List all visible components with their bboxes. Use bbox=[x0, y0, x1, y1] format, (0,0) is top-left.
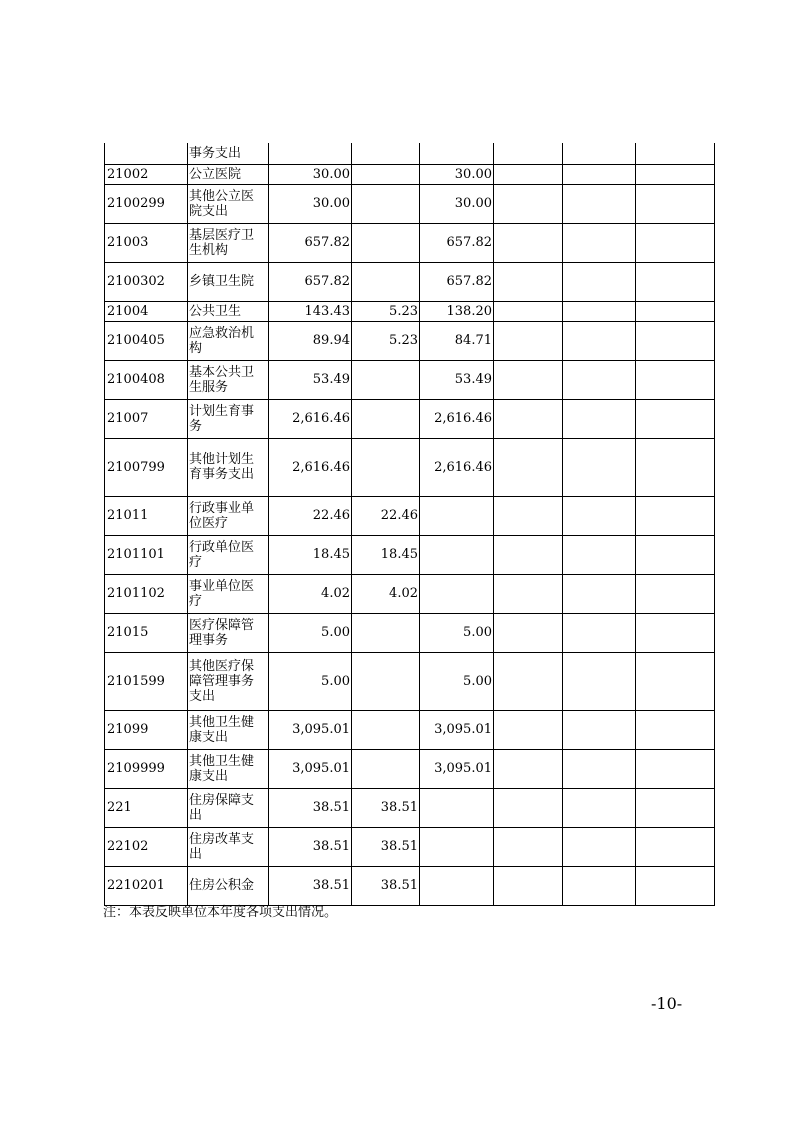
cell-subject-name: 其他公立医院支出 bbox=[188, 184, 269, 223]
cell-project-expenditure: 5.00 bbox=[420, 652, 494, 710]
cell-subject-name: 公立医院 bbox=[188, 164, 269, 184]
cell-empty bbox=[563, 438, 636, 496]
cell-code: 2101102 bbox=[105, 574, 188, 613]
cell-project-expenditure bbox=[420, 827, 494, 866]
table-row bbox=[105, 710, 715, 749]
cell-basic-expenditure bbox=[352, 143, 420, 164]
cell-subject-name: 其他医疗保障管理事务支出 bbox=[188, 652, 269, 710]
cell-empty bbox=[636, 749, 715, 788]
cell-basic-expenditure bbox=[352, 262, 420, 301]
table-row bbox=[105, 321, 715, 360]
table-row bbox=[105, 143, 715, 164]
cell-empty bbox=[636, 184, 715, 223]
page-number: -10- bbox=[651, 994, 683, 1013]
expenditure-table bbox=[104, 143, 715, 906]
cell-empty bbox=[563, 184, 636, 223]
cell-project-expenditure: 3,095.01 bbox=[420, 749, 494, 788]
cell-empty bbox=[563, 399, 636, 438]
cell-empty bbox=[494, 301, 563, 321]
cell-basic-expenditure bbox=[352, 360, 420, 399]
cell-code: 22102 bbox=[105, 827, 188, 866]
cell-empty bbox=[494, 143, 563, 164]
cell-basic-expenditure: 38.51 bbox=[352, 827, 420, 866]
cell-empty bbox=[636, 496, 715, 535]
cell-total: 143.43 bbox=[269, 301, 352, 321]
cell-code: 2100799 bbox=[105, 438, 188, 496]
cell-basic-expenditure bbox=[352, 399, 420, 438]
table-row bbox=[105, 399, 715, 438]
cell-total: 18.45 bbox=[269, 535, 352, 574]
cell-empty bbox=[563, 652, 636, 710]
cell-subject-name: 事业单位医疗 bbox=[188, 574, 269, 613]
table-row bbox=[105, 652, 715, 710]
table-row bbox=[105, 613, 715, 652]
cell-subject-name: 乡镇卫生院 bbox=[188, 262, 269, 301]
cell-project-expenditure bbox=[420, 143, 494, 164]
table-row bbox=[105, 164, 715, 184]
cell-empty bbox=[494, 652, 563, 710]
cell-empty bbox=[494, 710, 563, 749]
cell-empty bbox=[563, 827, 636, 866]
table-row bbox=[105, 262, 715, 301]
cell-basic-expenditure: 38.51 bbox=[352, 788, 420, 827]
cell-subject-name: 其他卫生健康支出 bbox=[188, 710, 269, 749]
cell-code: 2100299 bbox=[105, 184, 188, 223]
cell-empty bbox=[636, 438, 715, 496]
table-body bbox=[105, 143, 715, 905]
cell-total: 30.00 bbox=[269, 184, 352, 223]
cell-empty bbox=[494, 399, 563, 438]
cell-total: 22.46 bbox=[269, 496, 352, 535]
cell-project-expenditure: 84.71 bbox=[420, 321, 494, 360]
cell-basic-expenditure: 5.23 bbox=[352, 321, 420, 360]
cell-empty bbox=[636, 788, 715, 827]
cell-total: 3,095.01 bbox=[269, 710, 352, 749]
cell-project-expenditure: 5.00 bbox=[420, 613, 494, 652]
cell-empty bbox=[494, 788, 563, 827]
cell-empty bbox=[563, 301, 636, 321]
cell-project-expenditure: 2,616.46 bbox=[420, 399, 494, 438]
table-row bbox=[105, 827, 715, 866]
table-row bbox=[105, 788, 715, 827]
cell-empty bbox=[494, 184, 563, 223]
cell-empty bbox=[636, 164, 715, 184]
cell-empty bbox=[494, 866, 563, 905]
cell-empty bbox=[563, 574, 636, 613]
cell-project-expenditure bbox=[420, 788, 494, 827]
cell-subject-name: 事务支出 bbox=[188, 143, 269, 164]
table-row bbox=[105, 749, 715, 788]
table-row bbox=[105, 438, 715, 496]
cell-code: 21099 bbox=[105, 710, 188, 749]
cell-empty bbox=[563, 866, 636, 905]
cell-basic-expenditure bbox=[352, 184, 420, 223]
cell-basic-expenditure bbox=[352, 164, 420, 184]
cell-project-expenditure: 30.00 bbox=[420, 184, 494, 223]
cell-project-expenditure: 657.82 bbox=[420, 262, 494, 301]
cell-subject-name: 行政单位医疗 bbox=[188, 535, 269, 574]
cell-total: 657.82 bbox=[269, 223, 352, 262]
cell-project-expenditure: 657.82 bbox=[420, 223, 494, 262]
table-row bbox=[105, 574, 715, 613]
cell-empty bbox=[563, 360, 636, 399]
cell-empty bbox=[494, 438, 563, 496]
cell-empty bbox=[494, 827, 563, 866]
cell-project-expenditure: 3,095.01 bbox=[420, 710, 494, 749]
cell-code: 21015 bbox=[105, 613, 188, 652]
table-row bbox=[105, 535, 715, 574]
cell-empty bbox=[563, 710, 636, 749]
cell-basic-expenditure: 22.46 bbox=[352, 496, 420, 535]
cell-empty bbox=[494, 496, 563, 535]
cell-empty bbox=[563, 262, 636, 301]
cell-basic-expenditure bbox=[352, 749, 420, 788]
cell-basic-expenditure: 38.51 bbox=[352, 866, 420, 905]
cell-empty bbox=[636, 301, 715, 321]
cell-subject-name: 应急救治机构 bbox=[188, 321, 269, 360]
cell-total: 5.00 bbox=[269, 652, 352, 710]
cell-basic-expenditure: 5.23 bbox=[352, 301, 420, 321]
cell-empty bbox=[494, 223, 563, 262]
cell-empty bbox=[494, 535, 563, 574]
cell-subject-name: 基本公共卫生服务 bbox=[188, 360, 269, 399]
cell-project-expenditure bbox=[420, 574, 494, 613]
cell-basic-expenditure bbox=[352, 223, 420, 262]
cell-empty bbox=[636, 262, 715, 301]
cell-project-expenditure bbox=[420, 866, 494, 905]
cell-total: 2,616.46 bbox=[269, 399, 352, 438]
cell-project-expenditure: 2,616.46 bbox=[420, 438, 494, 496]
cell-subject-name: 基层医疗卫生机构 bbox=[188, 223, 269, 262]
cell-project-expenditure bbox=[420, 535, 494, 574]
cell-total: 657.82 bbox=[269, 262, 352, 301]
cell-empty bbox=[494, 749, 563, 788]
cell-empty bbox=[494, 321, 563, 360]
cell-empty bbox=[494, 262, 563, 301]
cell-empty bbox=[636, 143, 715, 164]
cell-empty bbox=[636, 321, 715, 360]
table-row bbox=[105, 866, 715, 905]
cell-empty bbox=[636, 866, 715, 905]
cell-empty bbox=[636, 360, 715, 399]
cell-code: 2210201 bbox=[105, 866, 188, 905]
cell-empty bbox=[563, 535, 636, 574]
cell-code: 21002 bbox=[105, 164, 188, 184]
cell-empty bbox=[636, 223, 715, 262]
cell-empty bbox=[636, 535, 715, 574]
cell-total bbox=[269, 143, 352, 164]
cell-project-expenditure bbox=[420, 496, 494, 535]
cell-subject-name: 住房保障支出 bbox=[188, 788, 269, 827]
cell-empty bbox=[636, 710, 715, 749]
cell-basic-expenditure: 4.02 bbox=[352, 574, 420, 613]
table-row bbox=[105, 360, 715, 399]
cell-code: 21003 bbox=[105, 223, 188, 262]
cell-total: 38.51 bbox=[269, 866, 352, 905]
cell-subject-name: 计划生育事务 bbox=[188, 399, 269, 438]
cell-subject-name: 其他卫生健康支出 bbox=[188, 749, 269, 788]
cell-empty bbox=[636, 574, 715, 613]
cell-code: 2101599 bbox=[105, 652, 188, 710]
cell-code: 221 bbox=[105, 788, 188, 827]
cell-basic-expenditure: 18.45 bbox=[352, 535, 420, 574]
cell-subject-name: 行政事业单位医疗 bbox=[188, 496, 269, 535]
table-row bbox=[105, 184, 715, 223]
cell-code: 2100405 bbox=[105, 321, 188, 360]
cell-empty bbox=[563, 321, 636, 360]
cell-empty bbox=[563, 613, 636, 652]
cell-empty bbox=[494, 613, 563, 652]
cell-code: 21004 bbox=[105, 301, 188, 321]
cell-code: 2100302 bbox=[105, 262, 188, 301]
table-row bbox=[105, 301, 715, 321]
cell-empty bbox=[636, 652, 715, 710]
cell-code: 2109999 bbox=[105, 749, 188, 788]
cell-project-expenditure: 30.00 bbox=[420, 164, 494, 184]
cell-project-expenditure: 53.49 bbox=[420, 360, 494, 399]
cell-total: 38.51 bbox=[269, 827, 352, 866]
cell-empty bbox=[563, 164, 636, 184]
cell-total: 30.00 bbox=[269, 164, 352, 184]
cell-empty bbox=[636, 399, 715, 438]
cell-empty bbox=[563, 143, 636, 164]
table-footnote: 注：本表反映单位本年度各项支出情况。 bbox=[103, 905, 338, 920]
cell-subject-name: 住房改革支出 bbox=[188, 827, 269, 866]
cell-empty bbox=[563, 496, 636, 535]
cell-subject-name: 住房公积金 bbox=[188, 866, 269, 905]
cell-empty bbox=[563, 749, 636, 788]
cell-subject-name: 公共卫生 bbox=[188, 301, 269, 321]
cell-empty bbox=[563, 788, 636, 827]
cell-total: 89.94 bbox=[269, 321, 352, 360]
cell-code: 21007 bbox=[105, 399, 188, 438]
cell-subject-name: 其他计划生育事务支出 bbox=[188, 438, 269, 496]
cell-basic-expenditure bbox=[352, 652, 420, 710]
cell-code: 2101101 bbox=[105, 535, 188, 574]
cell-empty bbox=[563, 223, 636, 262]
cell-total: 2,616.46 bbox=[269, 438, 352, 496]
cell-basic-expenditure bbox=[352, 613, 420, 652]
cell-code bbox=[105, 143, 188, 164]
cell-code: 2100408 bbox=[105, 360, 188, 399]
cell-empty bbox=[636, 613, 715, 652]
table-row bbox=[105, 496, 715, 535]
cell-total: 3,095.01 bbox=[269, 749, 352, 788]
cell-total: 4.02 bbox=[269, 574, 352, 613]
cell-empty bbox=[636, 827, 715, 866]
cell-basic-expenditure bbox=[352, 438, 420, 496]
cell-total: 53.49 bbox=[269, 360, 352, 399]
cell-code: 21011 bbox=[105, 496, 188, 535]
cell-empty bbox=[494, 360, 563, 399]
cell-empty bbox=[494, 574, 563, 613]
cell-total: 38.51 bbox=[269, 788, 352, 827]
cell-basic-expenditure bbox=[352, 710, 420, 749]
cell-project-expenditure: 138.20 bbox=[420, 301, 494, 321]
cell-subject-name: 医疗保障管理事务 bbox=[188, 613, 269, 652]
table-row bbox=[105, 223, 715, 262]
cell-total: 5.00 bbox=[269, 613, 352, 652]
cell-empty bbox=[494, 164, 563, 184]
